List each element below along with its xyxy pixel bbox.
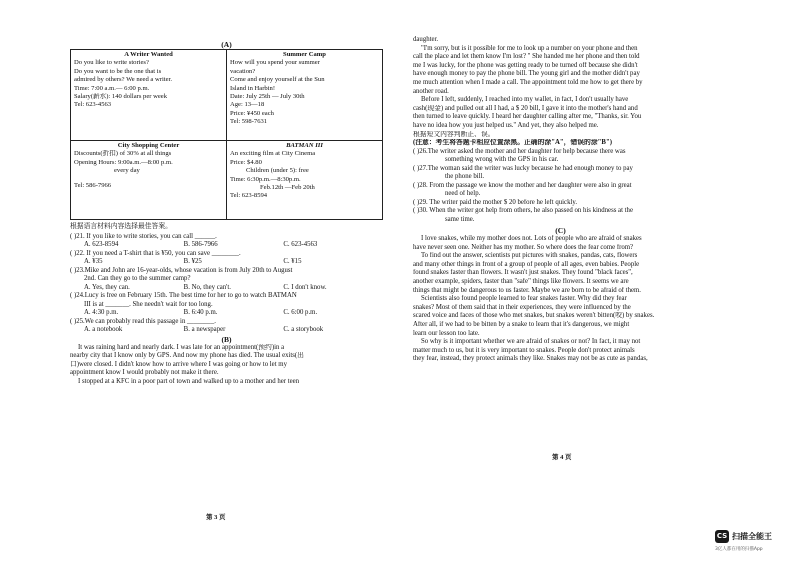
question-24 xyxy=(70,292,383,318)
passage-line: appointment know I would probably not make it there. xyxy=(70,369,219,377)
option: A. 4:30 p.m. xyxy=(84,309,119,316)
passage-line: "I'm sorry, but is it possible for me to look up a number on your phone and then xyxy=(421,44,638,52)
question-stem-cont: need of help. xyxy=(445,190,481,198)
passage-line: another example, spiders, faster than "safe" things like flowers. It seems we are xyxy=(413,278,629,285)
passage-line: call the place and let them know I'm lost? " She handed me her phone and then told xyxy=(413,53,640,61)
question-stem: ( )22. If you need a T-shirt that is ¥50, you can save ________. xyxy=(70,249,241,257)
ad-line: Do you like to write stories? xyxy=(74,59,149,67)
passage-line: another road. xyxy=(413,87,449,95)
section-b-heading: (B) xyxy=(221,334,232,344)
option: C. 623-4563 xyxy=(283,241,318,248)
question-options xyxy=(70,284,383,293)
ad-line: vacation? xyxy=(230,67,256,75)
question-25 xyxy=(70,318,383,335)
option: B. 6:40 p.m. xyxy=(183,309,218,316)
mcq-instruction: 根据语言材料内容选择最佳答案。 xyxy=(70,223,172,230)
question-stem: ( )30. When the writer got help from others, he also passed on his kindness at the xyxy=(413,207,633,215)
watermark-brand: 扫描全能王 xyxy=(732,532,772,541)
question-21 xyxy=(70,233,383,250)
question-stem-cont: same time. xyxy=(445,215,475,223)
scanner-watermark xyxy=(715,528,794,558)
option: A. a notebook xyxy=(84,326,123,333)
watermark-subtitle: 3亿人都在用的扫描App xyxy=(715,547,763,552)
passage-b-continued xyxy=(413,36,708,131)
question-stem: ( )25.We can probably read this passage in ________. xyxy=(70,317,216,325)
ad-line: Do you want to be the one that is xyxy=(74,67,162,75)
ad-city-shopping-center xyxy=(71,141,227,220)
ad-title: A Writer Wanted xyxy=(124,51,173,58)
passage-c xyxy=(413,235,708,364)
passage-line: then turned to leave quickly. I heard her daughter calling after me, "Thanks, sir. You xyxy=(413,113,642,121)
passage-line: have enough money to pay the phone bill. The young girl and the mother didn't pay xyxy=(413,70,640,78)
question-options xyxy=(70,326,383,335)
camscanner-logo-icon: CS xyxy=(715,530,729,543)
question-22 xyxy=(70,250,383,267)
question-stem-cont: something wrong with the GPS in his car. xyxy=(445,156,559,164)
judge-note: (注意：考生将答题卡相应位置涂黑。正确的涂"A"，错误的涂"B") xyxy=(413,139,612,147)
option: A. 623-8594 xyxy=(84,241,119,248)
page-number-left: 第 3 页 xyxy=(206,514,226,521)
question-stem: ( )21. If you like to write stories, you can call ______. xyxy=(70,232,217,240)
passage-line: cash(现金) and pulled out all I had, a $ 20 bill, I gave it into the mother's hand and xyxy=(413,104,638,112)
ad-line: Time: 6:30p.m.—8:30p.m. xyxy=(230,175,301,183)
ad-line: Discounts(折扣) of 30% at all things xyxy=(74,150,172,158)
option: A. Yes, they can. xyxy=(84,283,130,291)
passage-line: they fear, instead, they protect animals they like. Snakes may not be as cute as pandas, xyxy=(413,355,648,363)
ad-line: Tel: 598-7631 xyxy=(230,118,268,126)
passage-line: Scientists also found people learned to fear snakes faster. Why did they fear xyxy=(421,295,627,303)
passage-line: So why is it important whether we are afraid of snakes or not? In fact, it may not xyxy=(421,338,641,346)
section-a-heading: (A) xyxy=(221,40,232,49)
ad-line: Price: $4.80 xyxy=(230,158,262,166)
question-30 xyxy=(413,207,708,224)
passage-line: me I was lucky, for the phone was getting ready to be turned off because she didn't xyxy=(413,61,638,69)
passage-line: After all, if we had to be bitten by a snake to learn that it's dangerous, we might xyxy=(413,320,630,328)
question-26 xyxy=(413,148,708,165)
passage-line: things that might be dangerous to us faster. Maybe we are born to be afraid of them. xyxy=(413,286,642,294)
question-stem: ( )26.The writer asked the mother and her daughter for help because there was xyxy=(413,147,626,155)
ad-writer-wanted xyxy=(71,50,227,141)
question-27 xyxy=(413,165,708,182)
ad-line: Tel: 586-7966 xyxy=(74,181,112,189)
passage-line: matter much to us, but it is very important to snakes. People don't protect animals xyxy=(413,346,635,354)
ads-table xyxy=(70,49,383,220)
ad-line: Children (under 5): free xyxy=(246,167,309,175)
question-stem-cont: III is at _______. She needn't wait for too long. xyxy=(84,300,213,308)
option: B. No, they can't. xyxy=(183,283,231,291)
passage-line: snakes? Most of them said that in their experiences, they were influenced by the xyxy=(413,303,631,311)
question-options xyxy=(70,241,383,250)
ad-title: BATMAN III xyxy=(286,142,323,149)
passage-line: scared voice and faces of those who met snakes, but snakes weren't bitten(咬) by snakes. xyxy=(413,312,655,320)
ad-line: Island in Harbin! xyxy=(230,84,276,92)
ad-batman xyxy=(227,141,383,220)
ad-line: Tel: 623-8594 xyxy=(230,192,268,200)
question-stem: ( )27.The woman said the writer was lucky because he had enough money to pay xyxy=(413,164,633,172)
option: B. 586-7966 xyxy=(183,241,218,248)
judge-instruction: 根据短文内容判断正、误。 xyxy=(413,130,495,138)
question-stem-cont: 2nd. Can they go to the summer camp? xyxy=(84,275,191,282)
page-number-right: 第 4 页 xyxy=(552,454,572,461)
passage-line: I love snakes, while my mother does not. Lots of people who are afraid of snakes xyxy=(421,235,642,243)
passage-line: found snakes faster than flowers. It wasn't just snakes. They found "black faces", xyxy=(413,269,633,277)
option: B. a newspaper xyxy=(183,326,226,333)
ad-line: Date: July 25th — July 30th xyxy=(230,93,305,101)
ad-title: Summer Camp xyxy=(283,51,326,58)
right-page xyxy=(397,0,794,561)
ad-line: every day xyxy=(114,167,140,175)
passage-line: me much attention when I made a call. The appointment told me how to get there by xyxy=(413,78,643,86)
ad-line: Age: 13—18 xyxy=(230,101,265,109)
question-stem: ( )29. The writer paid the mother $ 20 before he left quickly. xyxy=(413,198,578,206)
section-c-heading: (C) xyxy=(555,226,566,236)
passage-line: have never seen one. Neither has my mother. So where does the fear come from? xyxy=(413,243,634,251)
ad-summer-camp xyxy=(227,50,383,141)
option: C. ¥15 xyxy=(283,258,302,265)
passage-b xyxy=(70,344,383,387)
passage-line: have no idea how you just helped us." And yet, they also helped me. xyxy=(413,121,599,129)
ad-line: Feb.12th —Feb 20th xyxy=(260,184,315,192)
question-options xyxy=(70,258,383,267)
ad-line: Tel: 623-4563 xyxy=(74,101,112,109)
option: C. 6:00 p.m. xyxy=(283,309,318,316)
passage-line: 口)were closed. I didn't know how to arrive where I was going or how to let my xyxy=(70,360,287,368)
option: A. ¥35 xyxy=(84,258,103,265)
ad-line: How will you spend your summer xyxy=(230,59,320,67)
ad-line: Price: ¥450 each xyxy=(230,109,274,117)
ad-line: Come and enjoy yourself at the Sun xyxy=(230,76,325,84)
passage-line: learn our lesson too late. xyxy=(413,329,480,337)
question-stem: ( )24.Lucy is free on February 15th. The best time for her to go to watch BATMAN xyxy=(70,292,297,299)
question-29 xyxy=(413,199,708,208)
question-28 xyxy=(413,182,708,199)
ad-line: admired by others? We need a writer. xyxy=(74,76,173,84)
question-23 xyxy=(70,267,383,293)
passage-line: I stopped at a KFC in a poor part of town and walked up to a mother and her teen xyxy=(78,377,300,385)
passage-line: nearby city that I know only by GPS. And now my phone has died. The usual exits(出 xyxy=(70,352,304,360)
passage-line: daughter. xyxy=(413,36,439,43)
ad-line: An exciting film at City Cinema xyxy=(230,150,316,158)
ad-line: Opening Hours: 9:00a.m.—8:00 p.m. xyxy=(74,158,173,166)
question-stem: ( )23.Mike and John are 16-year-olds, whose vacation is from July 20th to August xyxy=(70,266,293,274)
option: C. a storybook xyxy=(283,326,324,333)
passage-line: To find out the answer, scientists put pictures with snakes, pandas, cats, flowers xyxy=(421,252,638,260)
question-stem: ( )28. From the passage we know the mother and her daughter were also in great xyxy=(413,181,632,189)
option: B. ¥25 xyxy=(183,258,202,265)
question-stem-cont: the phone bill. xyxy=(445,173,485,181)
passage-line: Before I left, suddenly, I reached into my wallet, in fact, I don't usually have xyxy=(421,96,629,104)
ad-line: Time: 7:00 a.m.— 6:00 p.m. xyxy=(74,84,150,92)
passage-line: and many other things in front of a group of people of all ages, even babies. People xyxy=(413,260,640,268)
ad-line: Salary(薪水): 140 dollars per week xyxy=(74,93,168,101)
ad-title: City Shopping Center xyxy=(117,142,180,149)
option: C. I don't know. xyxy=(283,283,327,291)
passage-line: It was raining hard and nearly dark. I was late for an appointment(预约)in a xyxy=(78,343,285,351)
question-options xyxy=(70,309,383,318)
